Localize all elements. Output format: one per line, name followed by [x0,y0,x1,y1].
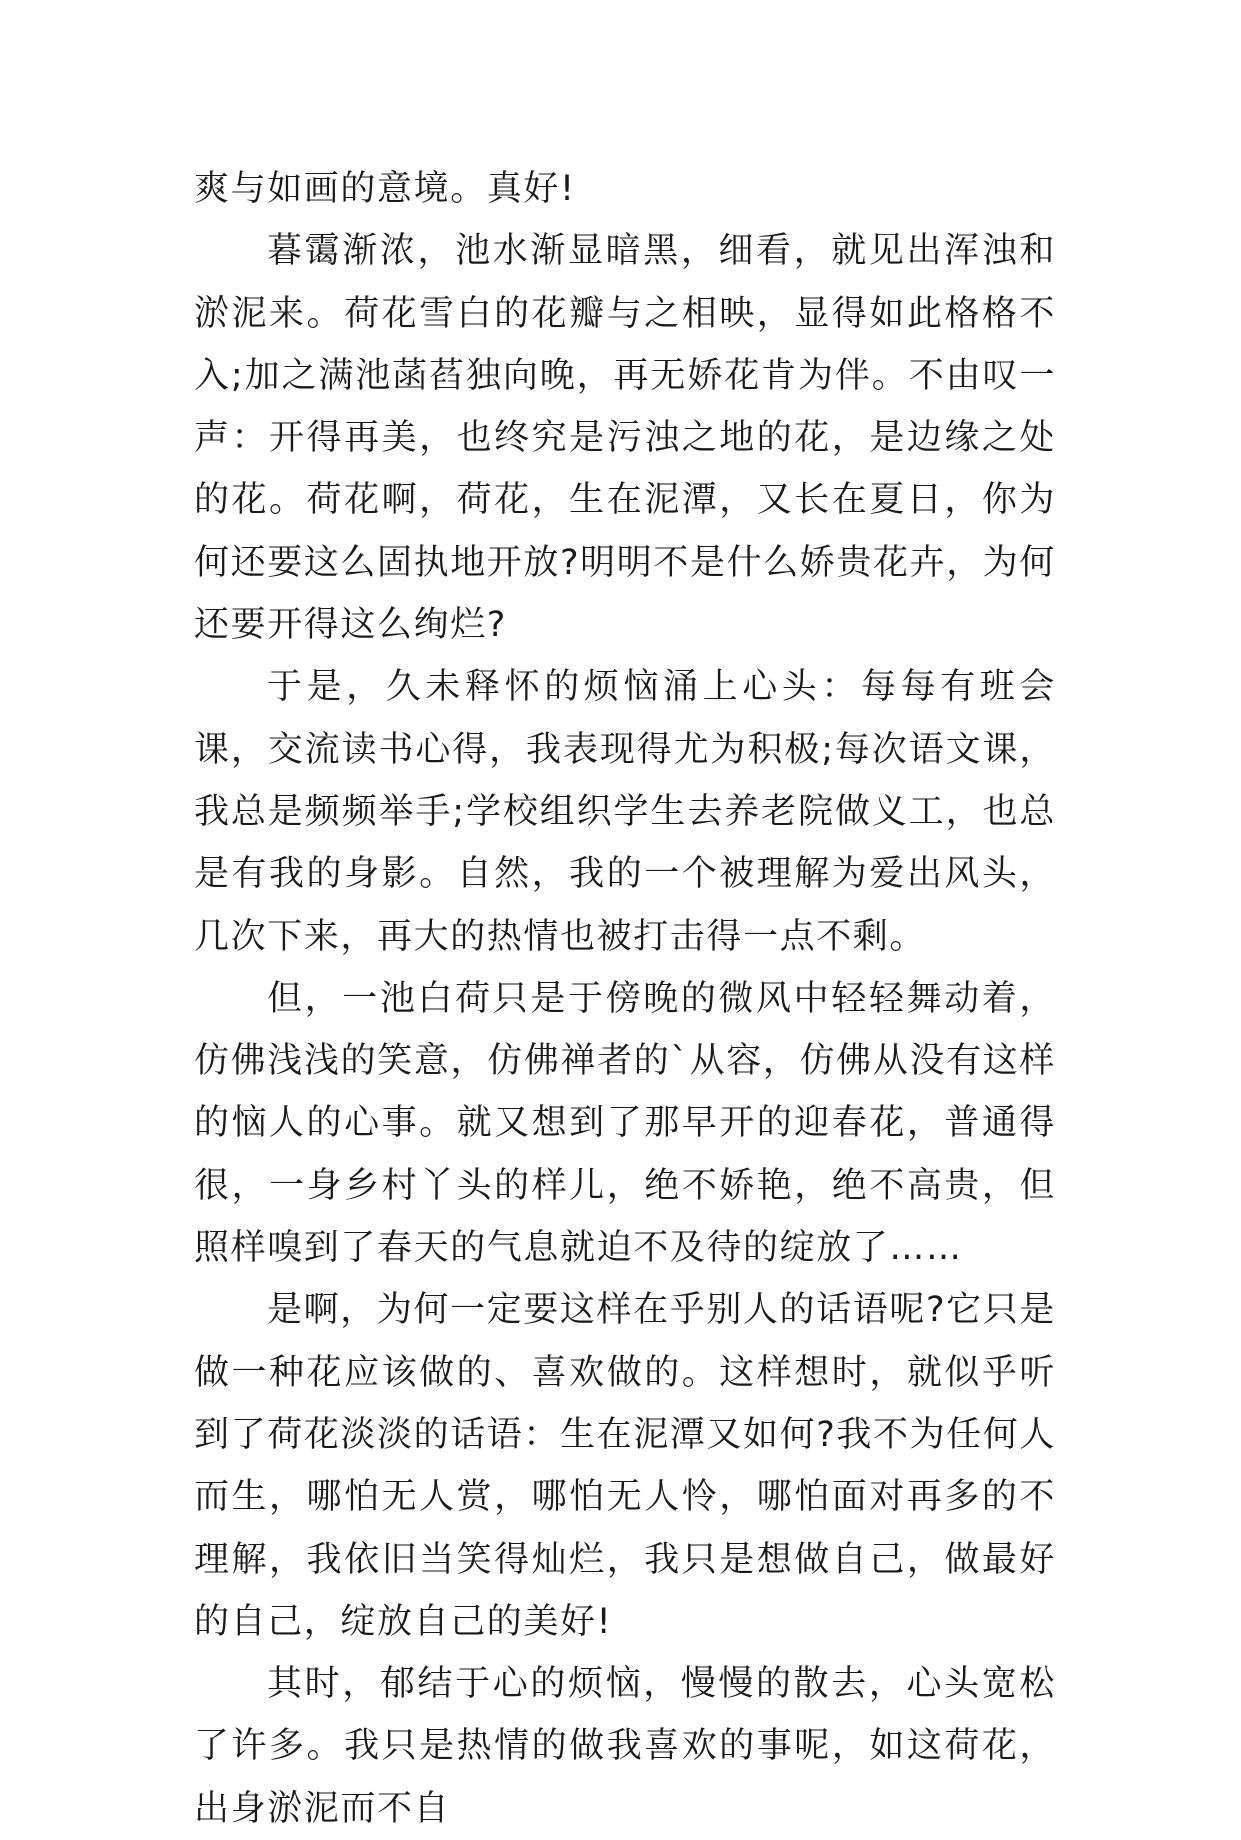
paragraph: 暮霭渐浓，池水渐显暗黑，细看，就见出浑浊和淤泥来。荷花雪白的花瓣与之相映，显得如此格格不入;加之满池菡萏独向晚，再无娇花肯为伴。不由叹一声：开得再美，也终究是污浊之地的花，是边缘之处的花。荷花啊，荷花，生在泥潭，又长在夏日，你为何还要这么固执地开放?明明不是什么娇贵花卉，为何还要开得这么绚烂? [194,231,1056,646]
paragraph-continuation: 爽与如画的意境。真好! [194,169,576,209]
paragraph: 但，一池白荷只是于傍晚的微风中轻轻舞动着，仿佛浅浅的笑意，仿佛禅者的`从容，仿佛从没有这样的恼人的心事。就又想到了那早开的迎春花，普通得很，一身乡村丫头的样儿，绝不娇艳，绝不高贵，但照样嗅到了春天的气息就迫不及待的绽放了…… [194,978,1056,1269]
paragraph: 于是，久未释怀的烦恼涌上心头：每每有班会课，交流读书心得，我表现得尤为积极;每次语文课，我总是频频举手;学校组织学生去养老院做义工，也总是有我的身影。自然，我的一个被理解为爱出风头，几次下来，再大的热情也被打击得一点不剩。 [194,667,1056,957]
paragraph: 是啊，为何一定要这样在乎别人的话语呢?它只是做一种花应该做的、喜欢做的。这样想时，就似乎听到了荷花淡淡的话语：生在泥潭又如何?我不为任何人而生，哪怕无人赏，哪怕无人怜，哪怕面对再多的不理解，我依旧当笑得灿烂，我只是想做自己，做最好的自己，绽放自己的美好! [194,1290,1056,1642]
document-body [194,158,1056,1840]
paragraph: 其时，郁结于心的烦恼，慢慢的散去，心头宽松了许多。我只是热情的做我喜欢的事呢，如这荷花，出身淤泥而不自 [194,1664,1056,1829]
